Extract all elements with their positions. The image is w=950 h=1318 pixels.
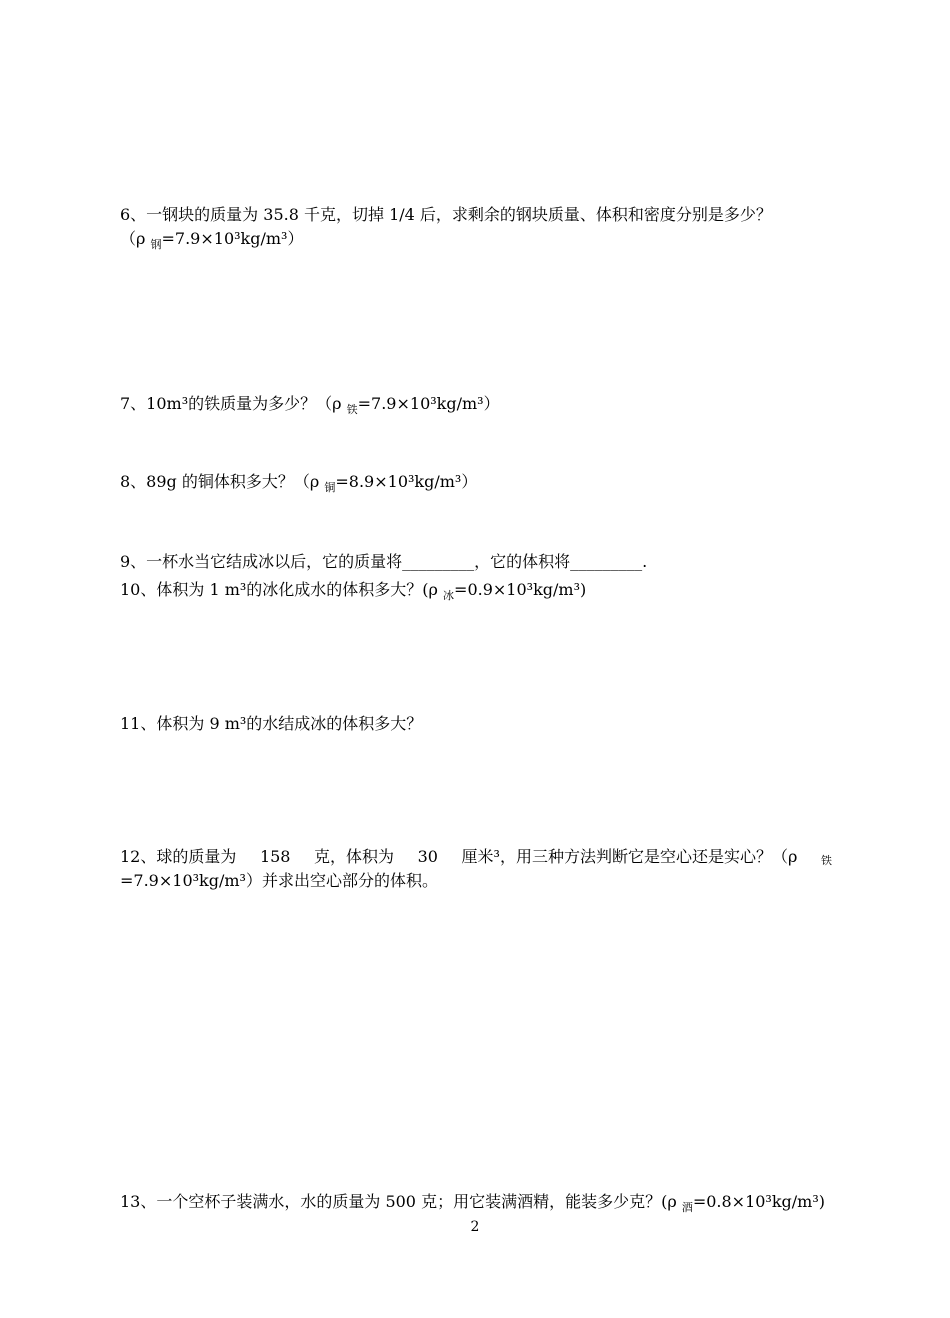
question-13-text: 13、一个空杯子装满水，水的质量为 500 克；用它装满酒精，能装多少克？(ρ bbox=[120, 1192, 682, 1211]
q12-word: 158 bbox=[259, 847, 291, 866]
question-6 bbox=[120, 203, 832, 253]
subscript-alcohol: 酒 bbox=[681, 1201, 693, 1214]
question-8-text: 8、89g 的铜体积多大？（ρ bbox=[120, 472, 325, 491]
q12-word: 30 bbox=[417, 847, 438, 866]
question-8 bbox=[120, 470, 832, 496]
density-value: =0.9×10³kg/m³) bbox=[454, 580, 587, 599]
question-12 bbox=[120, 845, 832, 893]
density-value: =7.9×10³kg/m³） bbox=[357, 394, 500, 413]
question-7 bbox=[120, 392, 832, 418]
subscript-copper: 铜 bbox=[324, 481, 336, 494]
density-value: =7.9×10³kg/m³） bbox=[161, 229, 304, 248]
question-13 bbox=[120, 1190, 832, 1216]
q12-word: 厘米³，用三种方法判断它是空心还是实心？（ρ bbox=[461, 847, 798, 866]
question-10-text: 10、体积为 1 m³的冰化成水的体积多大？(ρ bbox=[120, 580, 444, 599]
q12-word: 克，体积为 bbox=[314, 847, 395, 866]
question-11 bbox=[120, 712, 832, 736]
question-6-line-1: 6、一钢块的质量为 35.8 千克，切掉 1/4 后，求剩余的钢块质量、体积和密度分别是多少？ bbox=[120, 205, 772, 224]
density-value: =8.9×10³kg/m³） bbox=[335, 472, 478, 491]
subscript-iron: 铁 bbox=[820, 854, 832, 867]
rho-prefix: （ρ bbox=[120, 229, 151, 248]
question-12-line-2: =7.9×10³kg/m³）并求出空心部分的体积。 bbox=[120, 871, 438, 890]
subscript-steel: 钢 bbox=[150, 238, 162, 251]
question-11-text: 11、体积为 9 m³的水结成冰的体积多大？ bbox=[120, 714, 423, 733]
subscript-iron: 铁 bbox=[346, 403, 358, 416]
question-9 bbox=[120, 550, 832, 574]
question-7-text: 7、10m³的铁质量为多少？（ρ bbox=[120, 394, 347, 413]
question-9-text: 9、一杯水当它结成冰以后，它的质量将_________，它的体积将_________. bbox=[120, 552, 648, 571]
question-12-line-1 bbox=[120, 845, 832, 869]
density-value: =0.8×10³kg/m³) bbox=[692, 1192, 825, 1211]
subscript-ice: 冰 bbox=[443, 589, 455, 602]
question-6-line-2 bbox=[120, 227, 832, 253]
page-number: 2 bbox=[470, 1219, 480, 1235]
question-10 bbox=[120, 578, 832, 604]
q12-word: 12、球的质量为 bbox=[120, 847, 237, 866]
